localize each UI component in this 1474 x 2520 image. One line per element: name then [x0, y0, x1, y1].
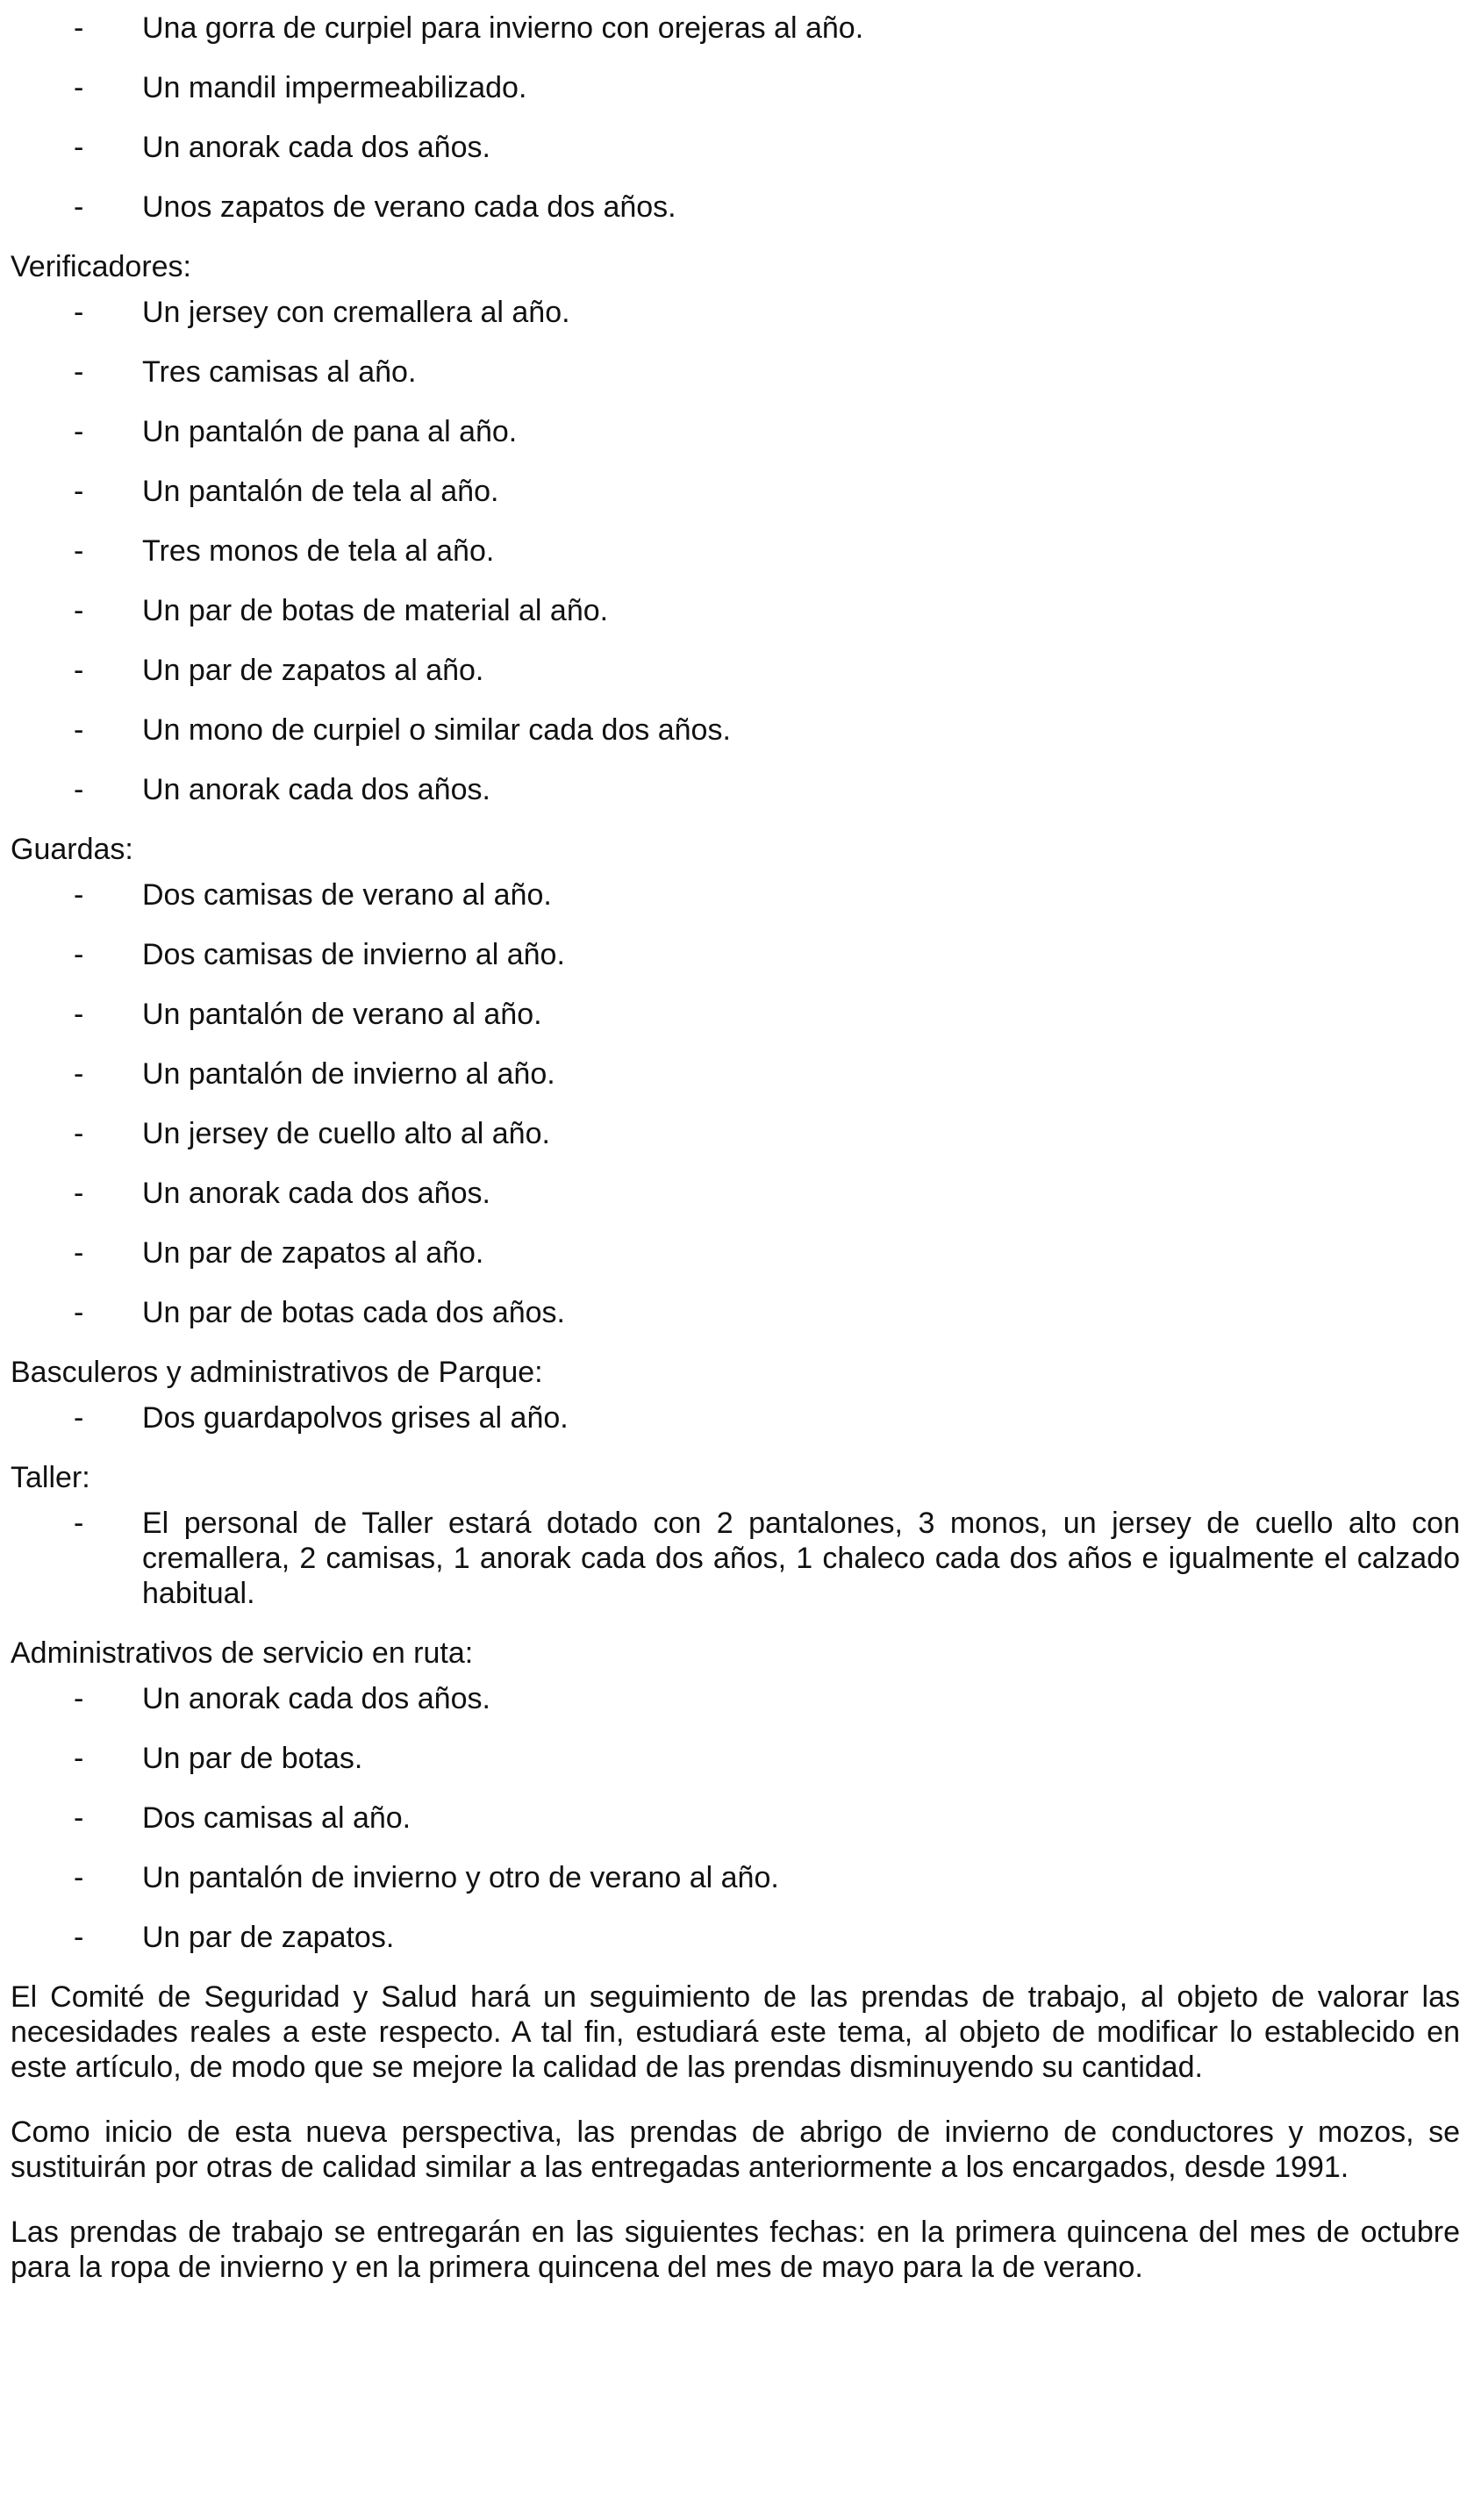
bullet-dash: - — [74, 1296, 84, 1329]
bullet-dash: - — [74, 355, 84, 389]
list-item-text: Un pantalón de invierno y otro de verano al año. — [142, 1861, 779, 1894]
list-item-text: Un mandil impermeabilizado. — [142, 71, 527, 104]
bullet-dash: - — [74, 1507, 84, 1540]
list-item — [11, 354, 1460, 390]
list-item — [11, 772, 1460, 807]
bullet-dash: - — [74, 296, 84, 329]
bullet-dash: - — [74, 713, 84, 747]
list-item-text: Dos camisas de invierno al año. — [142, 938, 565, 971]
list-item — [11, 593, 1460, 628]
bullet-dash: - — [74, 1236, 84, 1270]
list-item-text: Tres monos de tela al año. — [142, 534, 495, 568]
list-item-text: Una gorra de curpiel para invierno con orejeras al año. — [142, 11, 864, 45]
list-item-text: Dos camisas al año. — [142, 1801, 411, 1835]
list-item — [11, 937, 1460, 972]
bullet-dash: - — [74, 654, 84, 687]
list-item-text: Un pantalón de invierno al año. — [142, 1057, 555, 1091]
bullet-dash: - — [74, 1801, 84, 1835]
list-item-text: Un par de botas. — [142, 1742, 363, 1775]
bullet-dash: - — [74, 190, 84, 224]
list-item — [11, 1056, 1460, 1092]
list-item — [11, 997, 1460, 1032]
bullet-dash: - — [74, 1921, 84, 1954]
list-item — [11, 1681, 1460, 1716]
bullet-dash: - — [74, 131, 84, 164]
bullet-dash: - — [74, 1177, 84, 1210]
list-item-text: Un par de zapatos. — [142, 1921, 395, 1954]
list-item-text: Un anorak cada dos años. — [142, 1682, 490, 1715]
list-item — [11, 70, 1460, 105]
bullet-dash: - — [74, 475, 84, 508]
list-item — [11, 474, 1460, 509]
list-item-text: Un anorak cada dos años. — [142, 131, 490, 164]
list-item — [11, 712, 1460, 748]
list-item — [11, 1920, 1460, 1955]
paragraph-fechas: Las prendas de trabajo se entregarán en las siguientes fechas: en la primera quincena del mes de octubre para la ropa de invierno y en la primera quincena del mes de mayo para la de verano. — [11, 2216, 1460, 2284]
list-item — [11, 1235, 1460, 1271]
list-item-text: Un anorak cada dos años. — [142, 1177, 490, 1210]
bullet-dash: - — [74, 938, 84, 971]
list-item-text: Dos guardapolvos grises al año. — [142, 1401, 569, 1435]
list-item — [11, 653, 1460, 688]
bullet-dash: - — [74, 1057, 84, 1091]
list-item-text: Tres camisas al año. — [142, 355, 417, 389]
list-item-text: Un par de zapatos al año. — [142, 1236, 484, 1270]
bullet-dash: - — [74, 1117, 84, 1150]
section-heading-guardas: Guardas: — [11, 833, 133, 866]
list-item-text: Un par de botas de material al año. — [142, 594, 609, 627]
list-item-text: Un par de botas cada dos años. — [142, 1296, 565, 1329]
list-item — [11, 1860, 1460, 1895]
bullet-dash: - — [74, 1401, 84, 1435]
list-item-text: Un par de zapatos al año. — [142, 654, 484, 687]
bullet-dash: - — [74, 11, 84, 45]
list-item — [11, 533, 1460, 569]
list-item — [11, 877, 1460, 913]
paragraph-inicio: Como inicio de esta nueva perspectiva, las prendas de abrigo de invierno de conductores y mozos, se sustituirán por otras de calidad similar a las entregadas anteriormente a los encargados, desde 1991. — [11, 2116, 1460, 2184]
list-item — [11, 1176, 1460, 1211]
list-item — [11, 414, 1460, 449]
list-item-text: El personal de Taller estará dotado con 2 pantalones, 3 monos, un jersey de cuello alto con cremallera, 2 camisas, 1 anorak cada dos años, 1 chaleco cada dos años e igualmente el calzado habitual. — [142, 1507, 1460, 1610]
list-item — [11, 295, 1460, 330]
bullet-dash: - — [74, 594, 84, 627]
list-item — [11, 1506, 1460, 1611]
bullet-dash: - — [74, 878, 84, 912]
list-item-text: Un jersey de cuello alto al año. — [142, 1117, 550, 1150]
list-item — [11, 1400, 1460, 1435]
bullet-dash: - — [74, 415, 84, 448]
list-item-text: Un anorak cada dos años. — [142, 773, 490, 806]
bullet-dash: - — [74, 534, 84, 568]
bullet-dash: - — [74, 998, 84, 1031]
bullet-dash: - — [74, 1742, 84, 1775]
list-item-text: Un pantalón de pana al año. — [142, 415, 518, 448]
section-heading-basculeros: Basculeros y administrativos de Parque: — [11, 1356, 543, 1389]
list-item — [11, 1741, 1460, 1776]
list-item — [11, 130, 1460, 165]
list-item-text: Un pantalón de tela al año. — [142, 475, 499, 508]
bullet-dash: - — [74, 1861, 84, 1894]
list-item — [11, 190, 1460, 225]
bullet-dash: - — [74, 71, 84, 104]
list-item — [11, 1801, 1460, 1836]
section-heading-taller: Taller: — [11, 1461, 90, 1494]
document-page — [11, 0, 1460, 2315]
list-item-text: Un jersey con cremallera al año. — [142, 296, 570, 329]
paragraph-comite: El Comité de Seguridad y Salud hará un seguimiento de las prendas de trabajo, al objeto de valorar las necesidades reales a este respecto. A tal fin, estudiará este tema, al objeto de modificar lo establecido en este artículo, de modo que se mejore la calidad de las prendas disminuyendo su cantidad. — [11, 1980, 1460, 2084]
list-item-text: Dos camisas de verano al año. — [142, 878, 552, 912]
list-item — [11, 11, 1460, 46]
bullet-dash: - — [74, 773, 84, 806]
list-item-text: Un mono de curpiel o similar cada dos años. — [142, 713, 731, 747]
bullet-dash: - — [74, 1682, 84, 1715]
list-item-text: Unos zapatos de verano cada dos años. — [142, 190, 676, 224]
list-item — [11, 1116, 1460, 1151]
section-heading-verificadores: Verificadores: — [11, 250, 191, 283]
section-heading-administrativos-ruta: Administrativos de servicio en ruta: — [11, 1636, 474, 1670]
list-item — [11, 1295, 1460, 1330]
list-item-text: Un pantalón de verano al año. — [142, 998, 542, 1031]
